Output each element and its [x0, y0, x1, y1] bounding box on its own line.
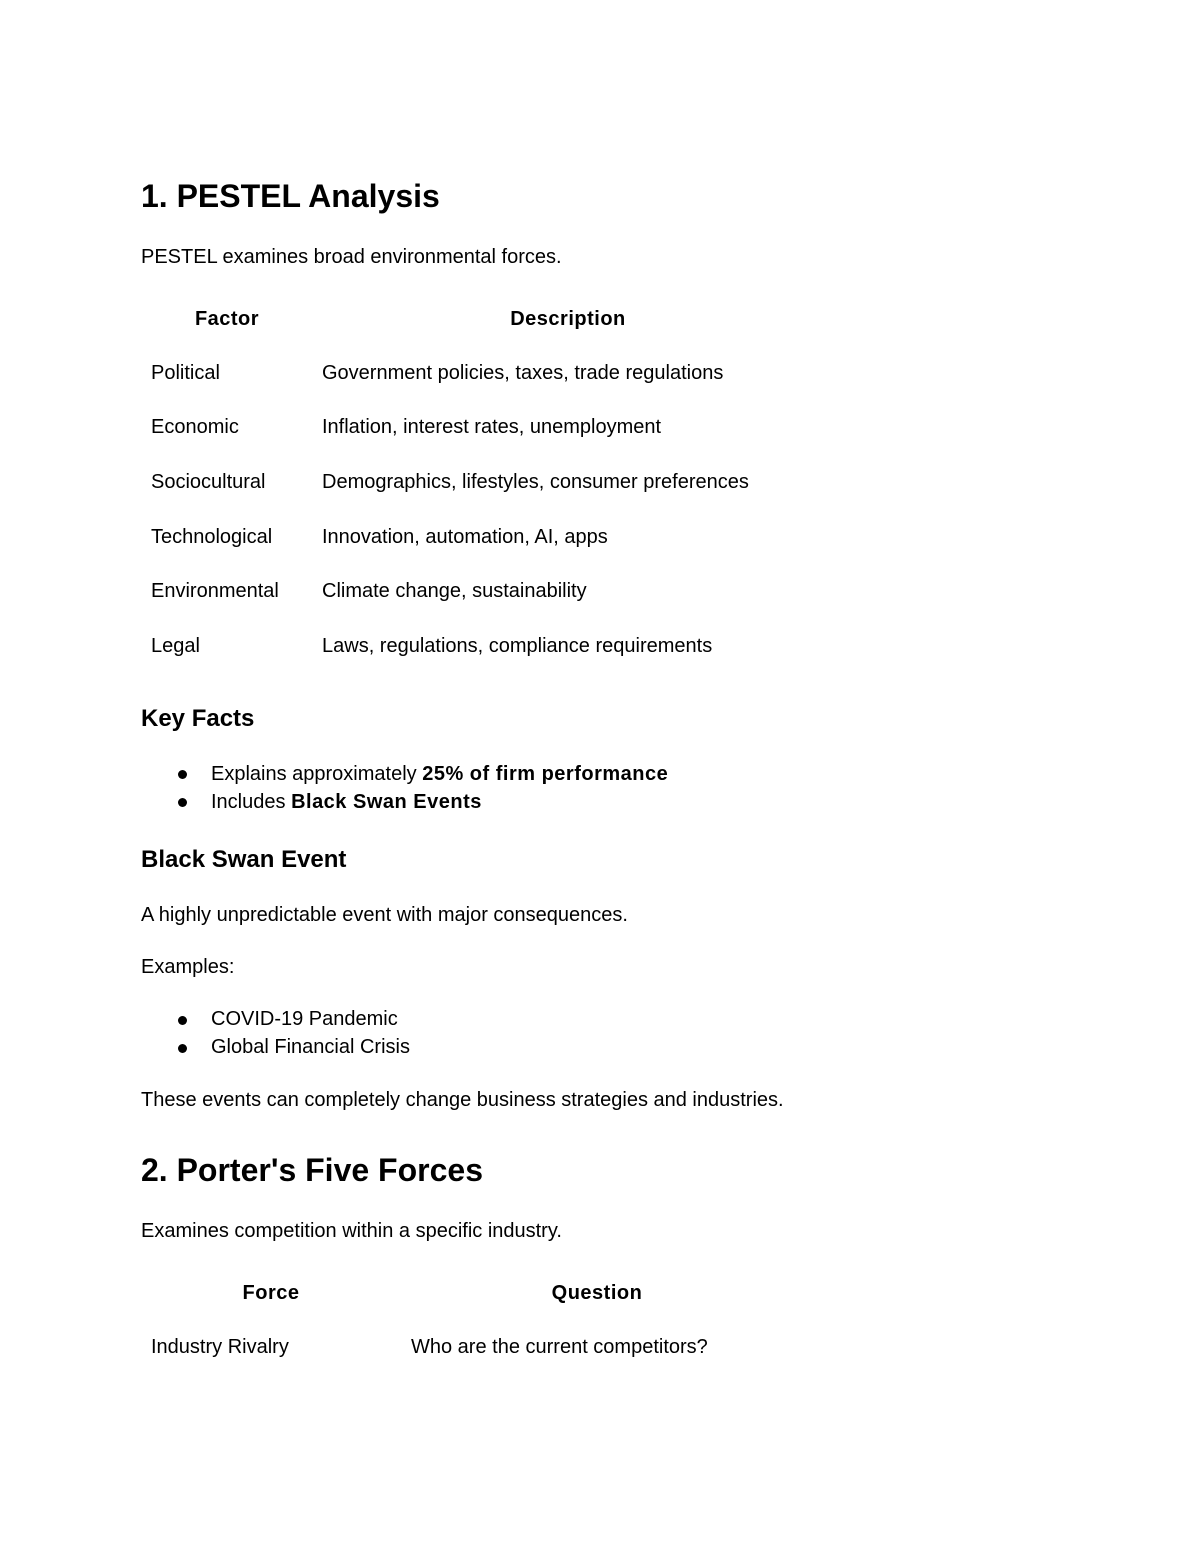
example-text: COVID-19 Pandemic — [211, 1008, 398, 1030]
key-fact-emphasis: 25% of firm performance — [422, 763, 669, 785]
bullet-icon — [178, 798, 187, 807]
table-header-force: Force — [242, 1282, 300, 1304]
section-1-title: 1. PESTEL Analysis — [141, 178, 440, 214]
key-facts-heading: Key Facts — [141, 705, 255, 732]
key-fact-text: Explains approximately — [211, 763, 423, 785]
table-cell-description: Laws, regulations, compliance requirements — [322, 635, 713, 657]
table-cell-factor: Sociocultural — [151, 471, 266, 493]
table-cell-force: Industry Rivalry — [151, 1336, 289, 1358]
examples-label: Examples: — [141, 956, 235, 978]
table-cell-factor: Political — [151, 362, 220, 384]
table-cell-description: Climate change, sustainability — [322, 580, 587, 602]
black-swan-conclusion: These events can completely change business strategies and industries. — [141, 1089, 784, 1111]
table-cell-description: Government policies, taxes, trade regulations — [322, 362, 724, 384]
table-cell-question: Who are the current competitors? — [411, 1336, 708, 1358]
table-cell-factor: Economic — [151, 416, 239, 438]
table-header-description: Description — [510, 308, 626, 330]
section-2-intro: Examines competition within a specific industry. — [141, 1220, 562, 1242]
example-text: Global Financial Crisis — [211, 1036, 410, 1058]
table-header-factor: Factor — [194, 308, 260, 330]
bullet-icon — [178, 770, 187, 779]
table-cell-factor: Environmental — [151, 580, 279, 602]
table-header-question: Question — [551, 1282, 643, 1304]
key-fact-text: Includes — [211, 791, 292, 813]
bullet-icon — [178, 1044, 187, 1053]
black-swan-heading: Black Swan Event — [141, 846, 347, 873]
table-cell-factor: Legal — [151, 635, 200, 657]
table-cell-description: Demographics, lifestyles, consumer preferences — [322, 471, 749, 493]
black-swan-definition: A highly unpredictable event with major consequences. — [141, 904, 628, 926]
section-2-title: 2. Porter's Five Forces — [141, 1152, 483, 1188]
bullet-icon — [178, 1016, 187, 1025]
table-cell-factor: Technological — [151, 526, 273, 548]
section-1-intro: PESTEL examines broad environmental forces. — [141, 246, 562, 268]
table-cell-description: Innovation, automation, AI, apps — [322, 526, 608, 548]
key-fact-emphasis: Black Swan Events — [291, 791, 482, 813]
table-cell-description: Inflation, interest rates, unemployment — [322, 416, 662, 438]
